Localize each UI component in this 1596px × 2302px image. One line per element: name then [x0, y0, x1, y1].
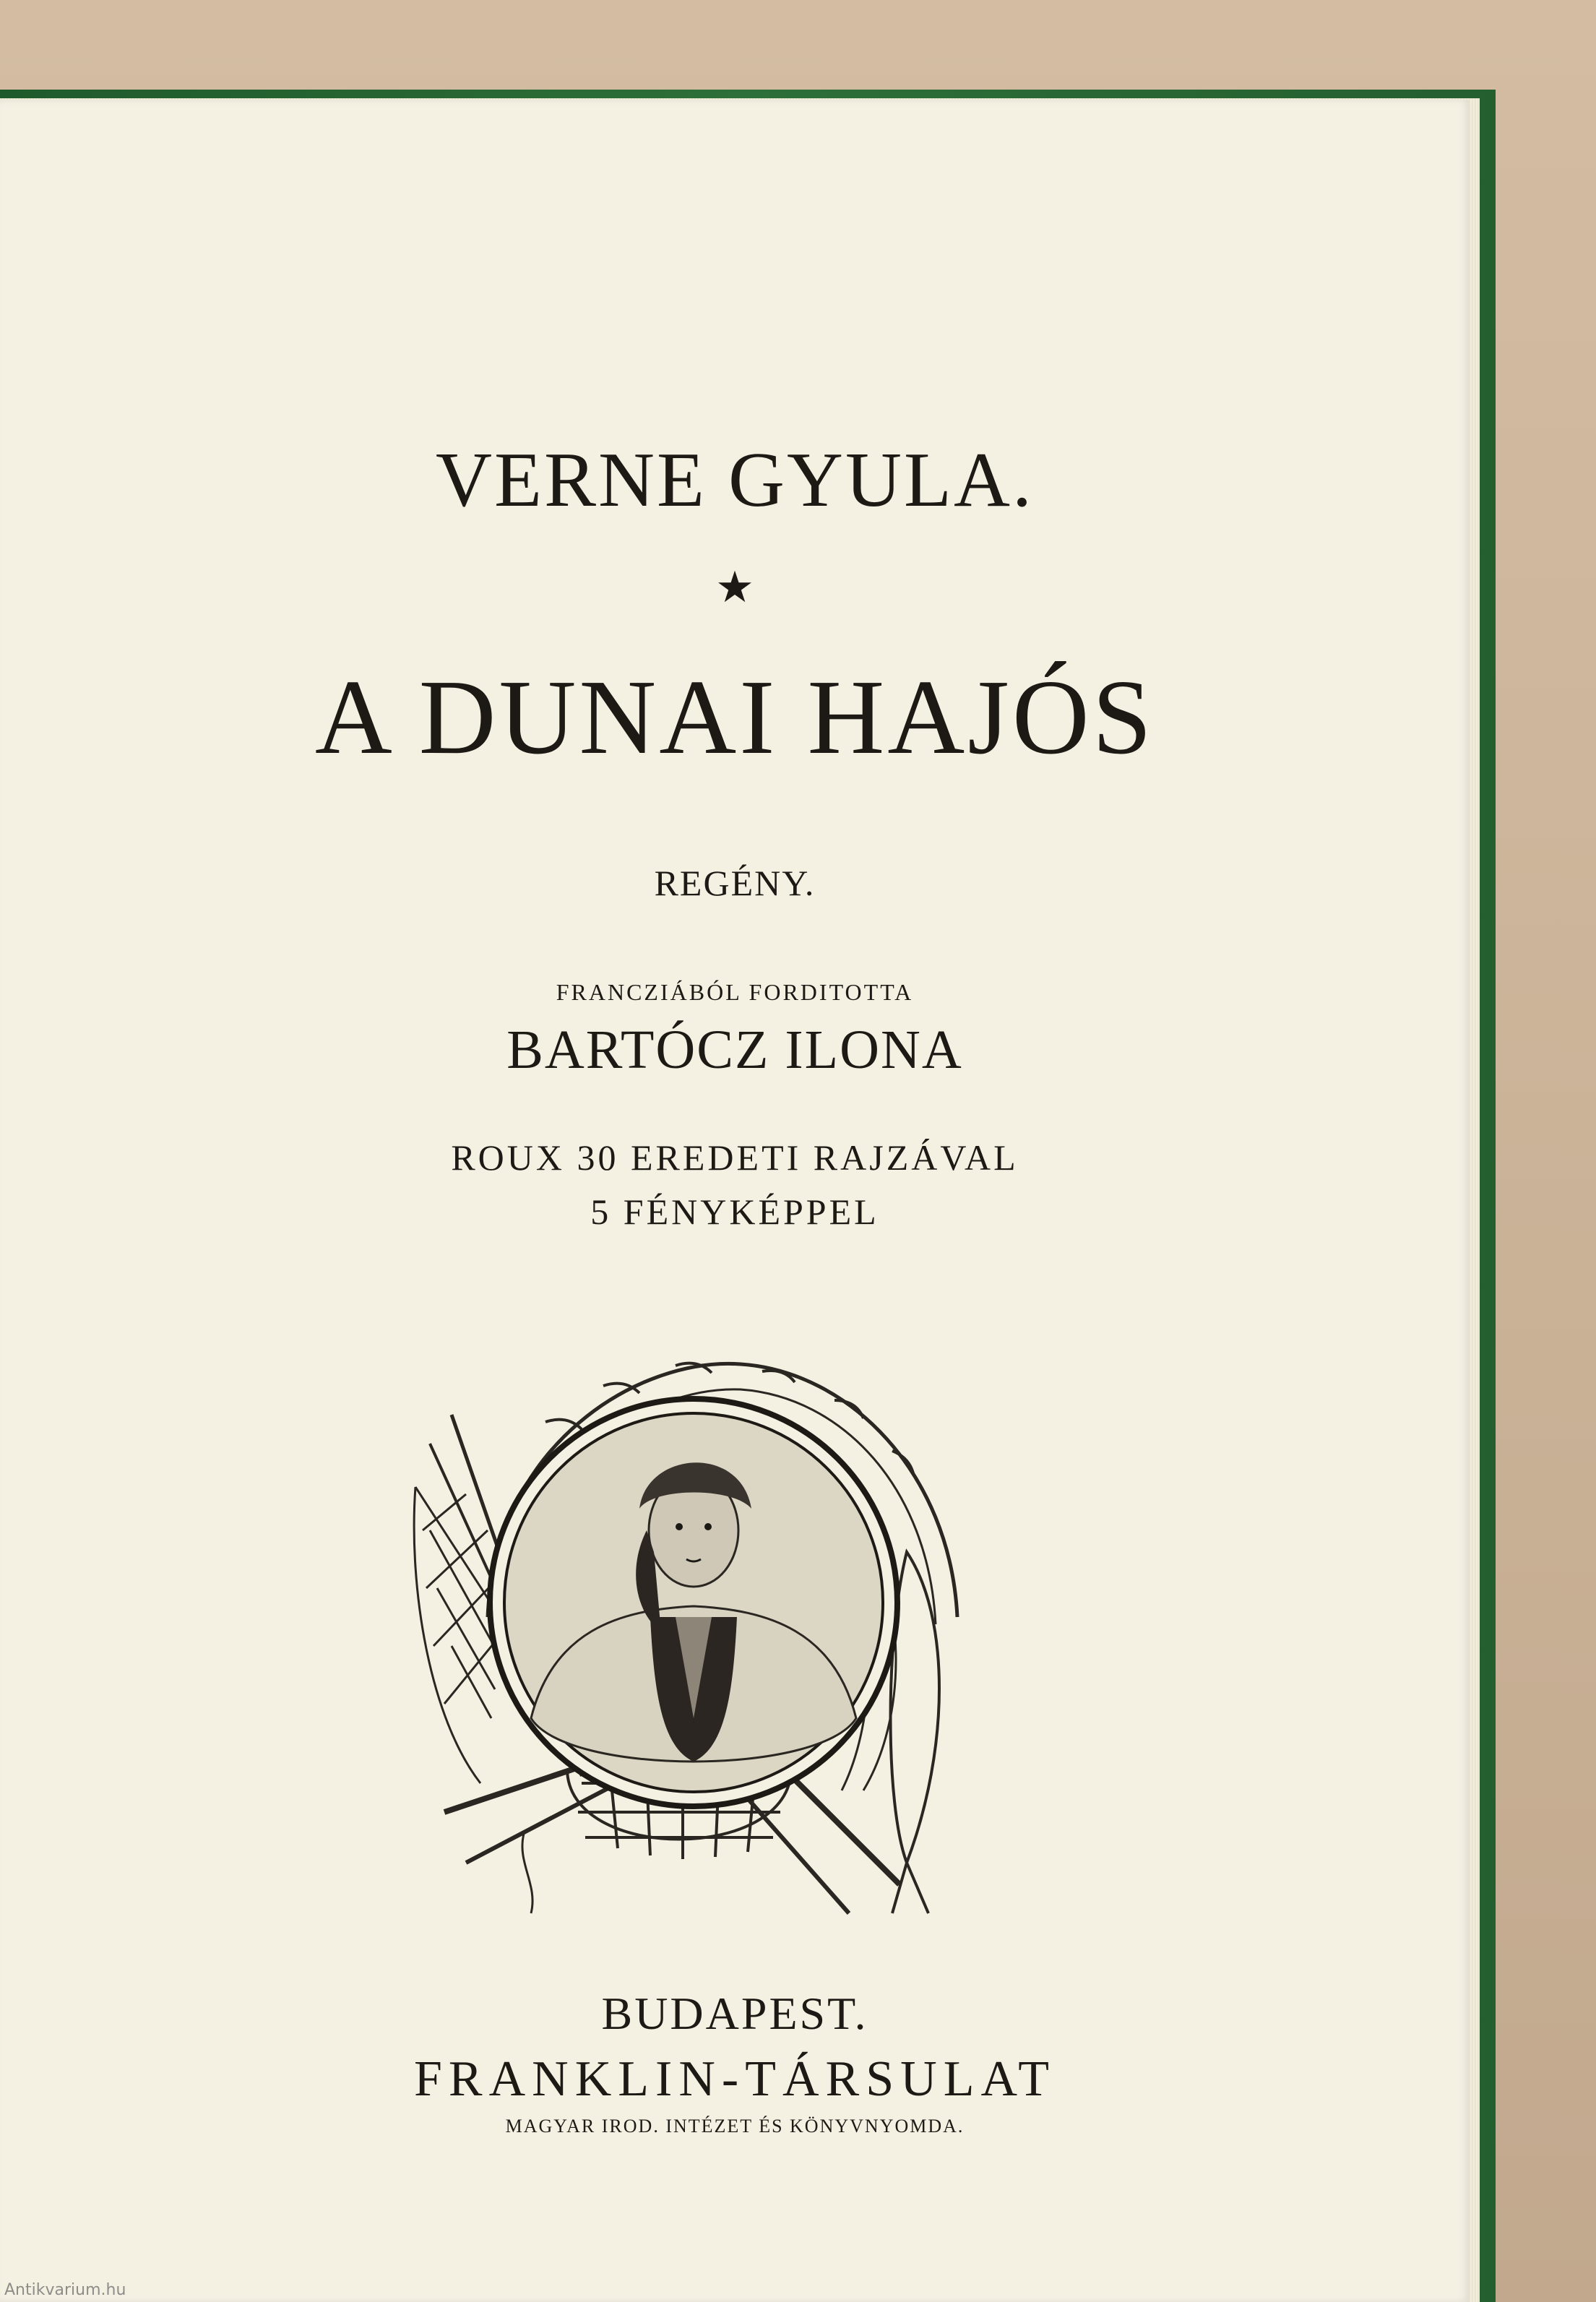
printer-name: MAGYAR IROD. INTÉZET ÉS KÖNYVNYOMDA.	[505, 2116, 965, 2137]
genre-label: REGÉNY.	[654, 863, 816, 903]
author-name: VERNE GYULA.	[436, 437, 1034, 523]
portrait-medallion	[490, 1399, 897, 1806]
engraved-vignette	[401, 1314, 979, 1949]
photos-note: 5 FÉNYKÉPPEL	[590, 1191, 879, 1232]
title-page	[0, 100, 1470, 2302]
watermark: Antikvarium.hu	[4, 2281, 126, 2299]
translator-name: BARTÓCZ ILONA	[506, 1019, 963, 1080]
illustrations-note: ROUX 30 EREDETI RAJZÁVAL	[451, 1137, 1019, 1178]
translated-by-label: FRANCZIÁBÓL FORDITOTTA	[556, 979, 914, 1005]
star-ornament: ★	[715, 564, 754, 611]
publication-city: BUDAPEST.	[601, 1988, 868, 2039]
publisher-name: FRANKLIN-TÁRSULAT	[414, 2051, 1056, 2107]
book-title: A DUNAI HAJÓS	[314, 658, 1155, 777]
